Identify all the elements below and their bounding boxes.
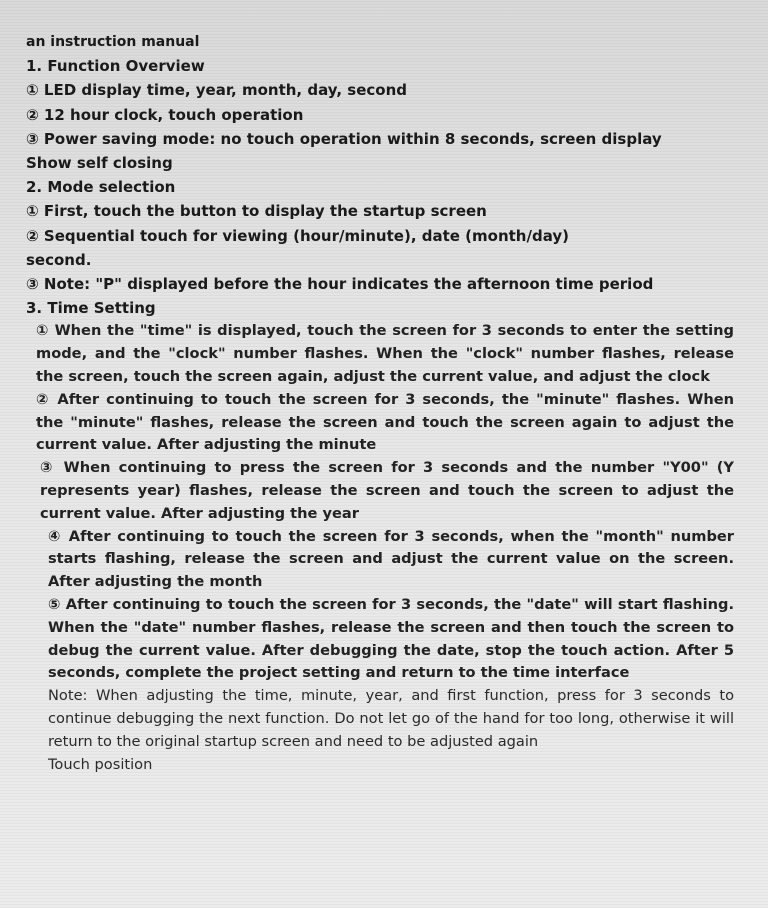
time-setting-paragraph-2: ② After continuing to touch the screen for 3 seconds, the "minute" flashes. When the "minute" flashes, release the screen and touch the screen again to adjust the current value. After adjusting the minute [36,390,734,454]
mode-item-2: ② Sequential touch for viewing (hour/minute), date (month/day) [26,226,569,245]
overview-continuation: Show self closing [26,154,173,173]
time-setting-paragraph-4: ④ After continuing to touch the screen for 3 seconds, when the "month" number starts flashing, release the screen and adjust the current value on the screen. After adjusting the month [48,527,734,591]
overview-item-1: ① LED display time, year, month, day, second [26,81,407,100]
mode-note: ③ Note: "P" displayed before the hour indicates the afternoon time period [26,275,654,294]
overview-item-2: ② 12 hour clock, touch operation [26,105,304,124]
mode-continuation: second. [26,250,92,269]
document-title: an instruction manual [26,34,200,50]
touch-position-label: Touch position [48,755,153,773]
mode-item-1: ① First, touch the button to display the startup screen [26,202,487,221]
time-setting-note: Note: When adjusting the time, minute, year, and first function, press for 3 seconds to continue debugging the next function. Do not let go of the hand for too long, otherwise it will return to the original startup screen and need to be adjusted again [48,687,734,750]
section-heading-overview: 1. Function Overview [26,57,205,76]
overview-item-3: ③ Power saving mode: no touch operation within 8 seconds, screen display [26,129,662,148]
time-setting-paragraph-5: ⑤ After continuing to touch the screen for 3 seconds, the "date" will start flashing. When the "date" number flashes, release the screen and then touch the screen to debug the current value. After debugging the date, stop the touch action. After 5 seconds, complete the project setting and return to the time interface [48,596,734,682]
time-setting-paragraph-3: ③ When continuing to press the screen for 3 seconds and the number "Y00" (Y represents year) flashes, release the screen and touch the screen to adjust the current value. After adjusting the year [40,459,734,522]
time-setting-paragraph-1: ① When the "time" is displayed, touch the screen for 3 seconds to enter the setting mode, and the "clock" number flashes. When the "clock" number flashes, release the screen, touch the screen again, adjust the current value, and adjust the clock [36,322,734,386]
section-heading-time-setting: 3. Time Setting [26,299,156,318]
section-heading-mode: 2. Mode selection [26,178,176,197]
